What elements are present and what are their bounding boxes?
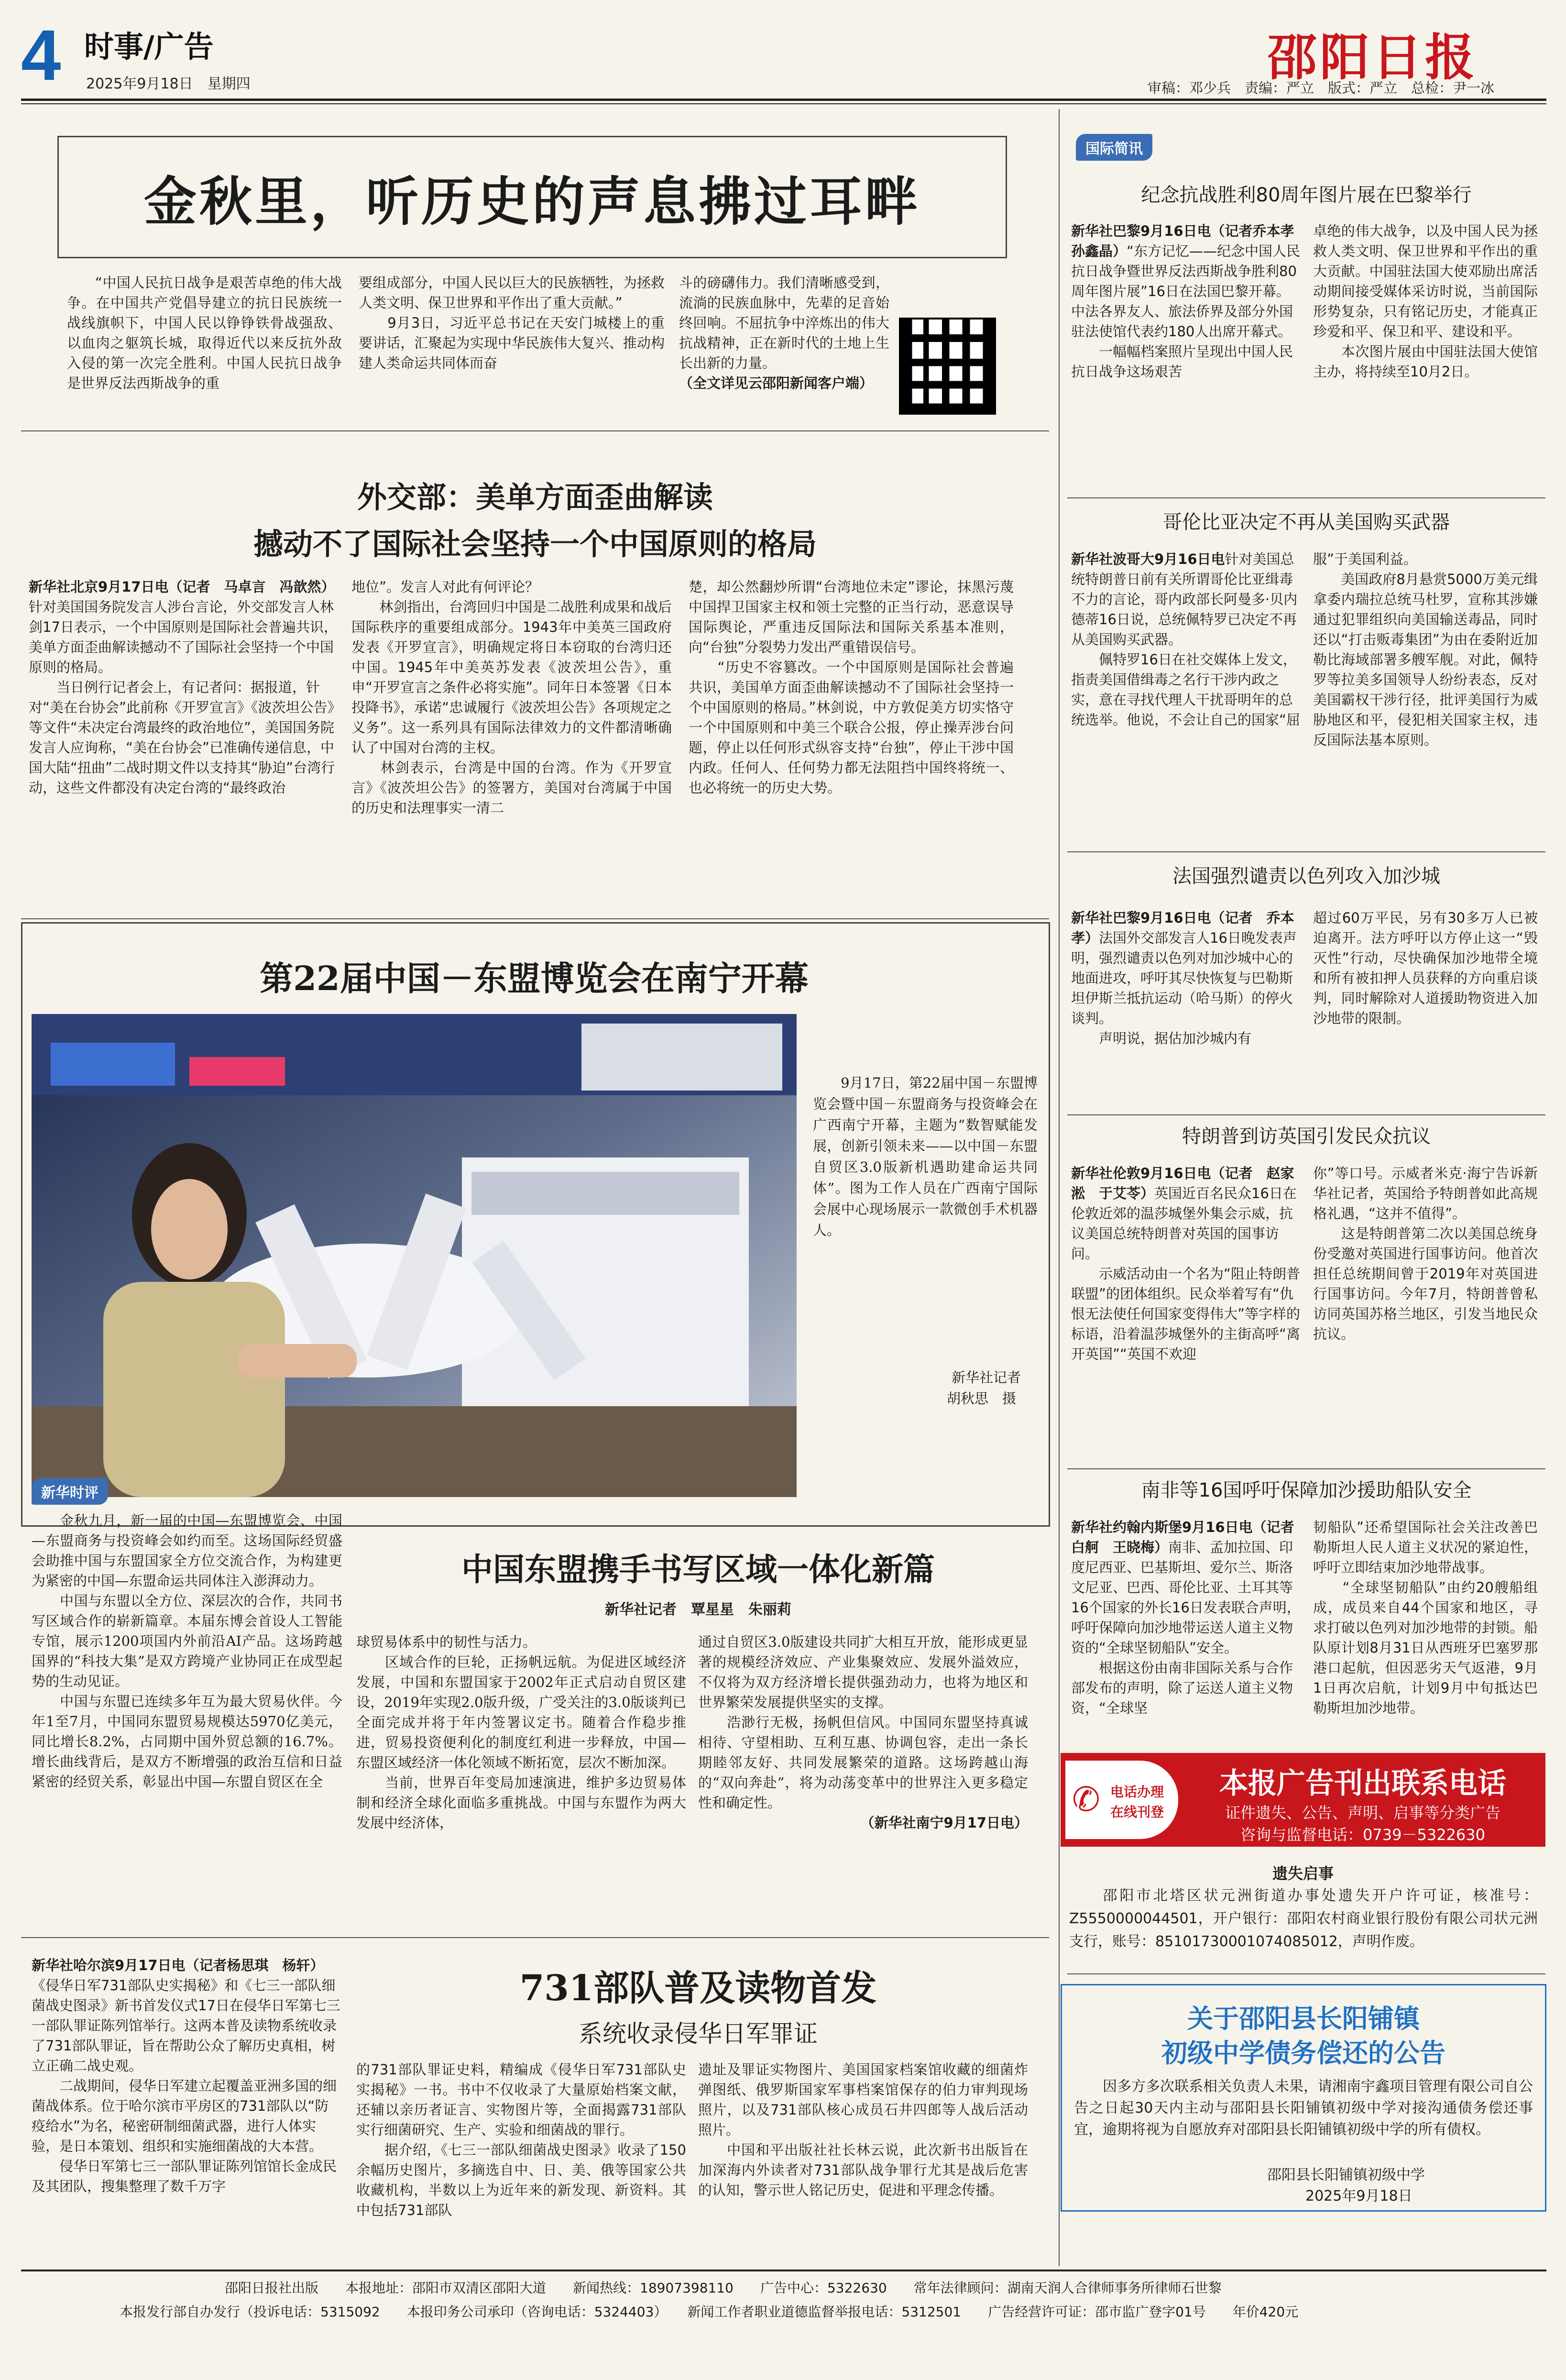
brief1-col1: “东方记忆——纪念中国人民抗日战争暨世界反法西斯战争胜利80周年图片展”16日在法国巴黎开幕。中法各界友人、旅法侨界及部分外国驻法使馆代表约180人出席开幕式。 一幅幅档案照片呈现出中国人民抗日战争这场艰苦: [1071, 243, 1301, 380]
article2-col3: 楚，却公然翻炒所谓“台湾地位未定”谬论，抹黑污蔑中国捍卫国家主权和领土完整的正当行动，恶意误导国际舆论，严重违反国际法和国际关系基本准则，向“台独”分裂势力发出严重错误信号。 “历史不容篡改。一个中国原则是国际社会普遍共识，美国单方面歪曲解读撼动不了国际社会坚持一个中国原则的格局。”林剑说，中方敦促美方切实恪守一个中国原则和中美三个联合公报，停止操弄涉台问题，停止以任何形式纵容支持“台独”，停止干涉中国内政。任何人、任何势力都无法阻挡中国终将统一、也必将统一的历史大势。: [689, 579, 1014, 796]
article4-col1: 金秋九月，新一届的中国—东盟博览会、中国—东盟商务与投资峰会如约而至。这场国际经贸盛会助推中国与东盟国家全方位交流合作，为构建更为紧密的中国—东盟命运共同体注入澎湃动力。 中国与东盟以全方位、深层次的合作，共同书写区域合作的崭新篇章。本届东博会首设人工智能专馆，展示1200项国内外前沿AI产品。这场跨越国界的“科技大集”是双方跨境产业协同正在成型起势的生动见证。 中国与东盟已连续多年互为最大贸易伙伴。今年1至7月，中国同东盟贸易规模达5970亿美元，同比增长8.2%，占同期中国外贸总额的16.7%。增长曲线背后，是双方不断增强的政治互信和日益紧密的经贸关系，彰显出中国—东盟自贸区在全: [32, 1512, 342, 1790]
sidebar-divider: [1059, 109, 1060, 2266]
editor-credits: 审稿：邓少兵 责编：严立 版式：严立 总检：尹一冰: [1148, 80, 1495, 96]
article1-source: （全文详见云邵阳新闻客户端）: [679, 375, 874, 391]
brief5-col1: 南非、孟加拉国、印度尼西亚、巴基斯坦、爱尔兰、斯洛文尼亚、巴西、哥伦比亚、土耳其等16个国家的外长16日发表联合声明，呼吁保障向加沙地带运送人道主义物资的“全球坚韧船队”安全。 根据这份由南非国际关系与合作部发布的声明，除了运送人道主义物资，“全球坚: [1071, 1539, 1301, 1716]
page-number: 4: [21, 15, 61, 95]
issue-date: 2025年9月18日 星期四: [86, 76, 251, 92]
article4-title: 中国东盟携手书写区域一体化新篇: [461, 1551, 935, 1588]
brief5-title: 南非等16国呼吁保障加沙援助船队安全: [1141, 1479, 1472, 1501]
article5-col2: 的731部队罪证史料，精编成《侵华日军731部队史实揭秘》一书。书中不仅收录了大量原始档案文献，还辅以亲历者证言、实物图片等，全面揭露731部队实行细菌研究、生产、实验和细菌战的罪行。 据介绍，《七三一部队细菌战史图录》收录了150余幅历史图片，多摘选自中、日、美、俄等国家公共收藏机构，半数以上为近年来的新发现、新资料。其中包括731部队: [356, 2061, 686, 2218]
masthead-rule-thin: [21, 103, 1546, 104]
divider: [1067, 1468, 1545, 1469]
article4-col3: 通过自贸区3.0版建设共同扩大相互开放，能形成更显著的规模经济效应、产业集聚效应、发展外溢效应，不仅将为双方经济增长提供强劲动力，也将为地区和世界繁荣发展提供坚实的支撑。 浩渺行无极，扬帆但信风。中国同东盟坚持真诚相待、守望相助、互利互惠、协调包容，走出一条长期睦邻友好、共同发展繁荣的道路。这场跨越山海的“双向奔赴”，将为动荡变革中的世界注入更多稳定性和确定性。: [698, 1634, 1028, 1811]
brief5-dateline: 新华社约翰内斯堡9月16日电（记者白舸 王晓梅）: [1071, 1519, 1294, 1555]
article3-title: 第22届中国－东盟博览会在南宁开幕: [260, 959, 809, 998]
brief4-title: 特朗普到访英国引发民众抗议: [1182, 1125, 1431, 1147]
article4-byline: 新华社记者 覃星星 朱丽莉: [605, 1601, 791, 1618]
brief2-title: 哥伦比亚决定不再从美国购买武器: [1163, 511, 1450, 533]
brief4-dateline: 新华社伦敦9月16日电（记者 赵家淞 于艾苓）: [1071, 1165, 1294, 1201]
divider: [21, 918, 1049, 919]
divider: [21, 1937, 1049, 1938]
article5-subtitle: 系统收录侵华日军罪证: [579, 2020, 818, 2048]
article5-title: 731部队普及读物首发: [519, 1968, 877, 2009]
brief5-col1-wrap: [1071, 1517, 1301, 1718]
divider: [1067, 851, 1545, 852]
ad-banner-left: [1065, 1761, 1178, 1839]
ad-line2: 咨询与监督电话：0739－5322630: [1240, 1826, 1485, 1844]
brief3-col2: 超过60万平民，另有30多万人已被迫离开。法方呼吁以方停止这一“毁灭性”行动，尽快确保加沙地带全境和所有被扣押人员获释的方向重启谈判，同时解除对人道援助物资进入加沙地带的限制。: [1313, 910, 1538, 1026]
article1-title: 金秋里，听历史的声息拂过耳畔: [144, 171, 920, 232]
brief2-col1: 针对美国总统特朗普日前有关所谓哥伦比亚缉毒不力的言论，哥内政部长阿曼多·贝内德蒂16日说，总统佩特罗已决定不再从美国购买武器。 佩特罗16日在社交媒体上发文，指责美国借缉毒之名行干涉内政之实，意在寻找代理人干扰哥明年的总统选举。他说，不会让自己的国家“屈: [1071, 551, 1301, 728]
article5-col1: 《侵华日军731部队史实揭秘》和《七三一部队细菌战史图录》新书首发仪式17日在侵华日军第七三一部队罪证陈列馆举行。这两本普及读物系统收录了731部队罪证，旨在帮助公众了解历史真相，树立正确二战史观。 二战期间，侵华日军建立起覆盖亚洲多国的细菌战体系。位于哈尔滨市平房区的731部队以“防疫给水”为名，秘密研制细菌武器，进行人体实验，是日本策划、组织和实施细菌战的大本营。 侵华日军第七三一部队罪证陈列馆馆长金成民及其团队，搜集整理了数千万字: [32, 1977, 340, 2194]
article1-col1: “中国人民抗日战争是艰苦卓绝的伟大战争。在中国共产党倡导建立的抗日民族统一战线旗帜下，中国人民以铮铮铁骨战强敌、以血肉之躯筑长城，取得近代以来反抗外敌入侵的第一次完全胜利。中国人民抗日战争是世界反法西斯战争的重: [67, 275, 342, 391]
divider: [1067, 1973, 1545, 1974]
ad-line1: 证件遗失、公告、声明、启事等分类广告: [1225, 1804, 1500, 1822]
article4-col2: 球贸易体系中的韧性与活力。 区域合作的巨轮，正扬帆远航。为促进区域经济发展，中国和东盟国家于2002年正式启动自贸区建设，2019年实现2.0版升级，广受关注的3.0版谈判已全面完成并将于年内签署议定书。随着合作稳步推进，贸易投资便利化的制度红利进一步释放，中国—东盟区域经济一体化领域不断拓宽，层次不断加深。 当前，世界百年变局加速演进，维护多边贸易体制和经济全球化面临多重挑战。中国与东盟作为两大发展中经济体，: [356, 1634, 686, 1831]
article1-col3-wrap: [679, 273, 889, 393]
article1-col2: 要组成部分，中国人民以巨大的民族牺牲，为拯救人类文明、保卫世界和平作出了重大贡献。” 9月3日，习近平总书记在天安门城楼上的重要讲话，汇聚起为实现中华民族伟大复兴、推动构建人类命运共同体而奋: [359, 275, 665, 371]
brief4-col1: 英国近百名民众16日在伦敦近郊的温莎城堡外集会示威，抗议美国总统特朗普对英国的国事访问。 示威活动由一个名为“阻止特朗普联盟”的团体组织。民众举着写有“仇恨无法使任何国家变得伟大”等字样的标语，沿着温莎城堡外的主街高呼“离开英国”“英国不欢迎: [1071, 1185, 1301, 1362]
brief1-dateline: 新华社巴黎9月16日电（记者乔本孝 孙鑫晶）: [1071, 223, 1308, 259]
article3-caption: 9月17日，第22届中国－东盟博览会暨中国－东盟商务与投资峰会在广西南宁开幕，主题为“数智赋能发展，创新引领未来——以中国－东盟自贸区3.0版新机遇助建命运共同体”。图为工作人员在广西南宁国际会展中心现场展示一款微创手术机器人。: [813, 1075, 1038, 1238]
article3-credit2: 胡秋思 摄: [947, 1390, 1017, 1407]
article3-credit1: 新华社记者: [952, 1369, 1021, 1386]
robot-photo: [32, 1014, 797, 1497]
article4-col3-wrap: [698, 1632, 1028, 1833]
brief1-title: 纪念抗战胜利80周年图片展在巴黎举行: [1141, 184, 1472, 206]
brief3-title: 法国强烈谴责以色列攻入加沙城: [1172, 865, 1440, 887]
qr-code-icon: [899, 318, 996, 415]
sidebar-tag: 国际简讯: [1076, 134, 1152, 161]
brief4-col2: 你”等口号。示威者米克·海宁告诉新华社记者，英国给予特朗普如此高规格礼遇，“这并不值得”。 这是特朗普第二次以美国总统身份受邀对英国进行国事访问。他首次担任总统期间曾于2019年对英国进行国事访问。今年7月，特朗普曾私访同英国苏格兰地区，引发当地民众抗议。: [1313, 1165, 1538, 1342]
debt-notice-signer: 邵阳县长阳铺镇初级中学: [1267, 2167, 1425, 2183]
brief3-col1: 法国外交部发言人16日晚发表声明，强烈谴责以色列对加沙城中心的地面进攻，呼吁其尽快恢复与巴勒斯坦伊斯兰抵抗运动（哈马斯）的停火谈判。 声明说，据估加沙城内有: [1071, 930, 1297, 1047]
brief2-col1-wrap: [1071, 549, 1301, 730]
debt-notice-title2: 初级中学债务偿还的公告: [1161, 2038, 1446, 2068]
footer-line1: 邵阳日报社出版 本报地址：邵阳市双清区邵阳大道 新闻热线：18907398110 广告中心：5322630 常年法律顾问：湖南天润人合律师事务所律师石世黎: [225, 2280, 1222, 2296]
article2-col1: 针对美国国务院发言人涉台言论，外交部发言人林剑17日表示，一个中国原则是国际社会普遍共识，美单方面歪曲解读撼动不了国际社会坚持一个中国原则的格局。 当日例行记者会上，有记者问：据报道，针对“美在台协会”此前称《开罗宣言》《波茨坦公告》等文件“未决定台湾最终的政治地位”，美国国务院发言人应询称，“美在台协会”已准确传递信息，中国大陆“扭曲”二战时期文件以支持其“胁迫”台湾行动，这些文件都没有决定台湾的“最终政治: [29, 599, 338, 796]
brief4-col1-wrap: [1071, 1163, 1301, 1364]
brief2-col2: 服”于美国利益。 美国政府8月悬赏5000万美元缉拿委内瑞拉总统马杜罗，宣称其涉嫌通过犯罪组织向美国输送毒品，同时还以“打击贩毒集团”为由在委附近加勒比海域部署多艘军舰。对此，佩特罗等拉美多国领导人纷纷表态，反对美国霸权干涉行径，批评美国行为威胁地区和平，侵犯相关国家主权，违反国际法基本原则。: [1313, 551, 1538, 748]
brief3-dateline: 新华社巴黎9月16日电（记者 乔本孝）: [1071, 910, 1294, 946]
ad-banner: [1061, 1753, 1545, 1847]
article2-col2: 地位”。发言人对此有何评论？ 林剑指出，台湾回归中国是二战胜利成果和战后国际秩序的重要组成部分。1943年中美英三国政府发表《开罗宣言》，明确规定将日本窃取的台湾归还中国。1945年中美英苏发表《波茨坦公告》，重申“开罗宣言之条件必将实施”。同年日本签署《日本投降书》，承诺“忠诚履行《波茨坦公告》各项规定之义务”。这一系列具有国际法律效力的文件都清晰确认了中国对台湾的主权。 林剑表示，台湾是中国的台湾。作为《开罗宣言》《波茨坦公告》的签署方，美国对台湾属于中国的历史和法理事实一清二: [351, 579, 672, 816]
article2-subtitle: 撼动不了国际社会坚持一个中国原则的格局: [253, 527, 817, 562]
article5-col3: 遗址及罪证实物图片、美国国家档案馆收藏的细菌炸弹图纸、俄罗斯国家军事档案馆保存的伯力审判现场照片，以及731部队核心成员石井四郎等人战后活动照片。 中国和平出版社社长林云说，此次新书出版旨在加深海内外读者对731部队战争罪行尤其是战后危害的认知，警示世人铭记历史，促进和平理念传播。: [698, 2061, 1028, 2198]
debt-notice-date: 2025年9月18日: [1305, 2188, 1413, 2204]
ad-title: 本报广告刊出联系电话: [1219, 1767, 1506, 1800]
lost-notice-title: 遗失启事: [1272, 1864, 1334, 1883]
brief1-col1-wrap: [1071, 221, 1308, 382]
divider: [1067, 1114, 1545, 1115]
debt-notice-title1: 关于邵阳县长阳铺镇: [1187, 2004, 1420, 2034]
article1-col3: 斗的磅礴伟力。我们清晰感受到，流淌的民族血脉中，先辈的足音始终回响。不屈抗争中淬炼出的伟大抗战精神，正在新时代的土地上生长出新的力量。: [679, 275, 889, 371]
brief2-dateline: 新华社波哥大9月16日电: [1071, 551, 1225, 567]
phone-icon: ✆: [1072, 1780, 1100, 1819]
ad-left2: 在线刊登: [1110, 1804, 1164, 1820]
article5-dateline: 新华社哈尔滨9月17日电（记者杨思琪 杨轩）: [32, 1957, 324, 1973]
brief1-col2: 卓绝的伟大战争，以及中国人民为拯救人类文明、保卫世界和平作出的重大贡献。中国驻法国大使邓励出席活动期间接受媒体采访时说，当前国际形势复杂，只有铭记历史，才能真正珍爱和平、保卫和平、建设和平。 本次图片展由中国驻法国大使馆主办，将持续至10月2日。: [1313, 223, 1538, 380]
divider: [1067, 497, 1545, 498]
expo-photo: [32, 1014, 797, 1497]
ad-left1: 电话办理: [1110, 1784, 1164, 1800]
article4-source: （新华社南宁9月17日电）: [860, 1815, 1028, 1831]
paper-name: 邵阳日报: [1267, 28, 1478, 87]
brief5-col2: 韧船队”还希望国际社会关注改善巴勒斯坦人民人道主义状况的紧迫性，呼吁立即结束加沙地带战事。 “全球坚韧船队”由约20艘船组成，成员来自44个国家和地区，寻求打破以色列对加沙地带的封锁。船队原计划8月31日从西班牙巴塞罗那港口起航，但因恶劣天气返港，9月1日再次启航，计划9月中旬抵达巴勒斯坦加沙地带。: [1313, 1519, 1538, 1716]
article2-col1-wrap: [29, 577, 339, 798]
section-name: 时事/广告: [84, 29, 214, 64]
footer-line2: 本报发行部自办发行（投诉电话：5315092 本报印务公司承印（咨询电话：5324403） 新闻工作者职业道德监督举报电话：5312501 广告经营许可证：邵市监广登字01号 年价420元: [120, 2304, 1299, 2320]
brief3-col1-wrap: [1071, 908, 1301, 1048]
article5-col1-wrap: [32, 1955, 342, 2196]
footer-rule: [21, 2270, 1546, 2271]
lost-notice-body: 邵阳市北塔区状元洲街道办事处遗失开户许可证，核准号：Z5550000044501，开户银行：邵阳农村商业银行股份有限公司状元洲支行，账号：85101730001074085012，声明作废。: [1069, 1887, 1538, 1950]
article2-title: 外交部：美单方面歪曲解读: [357, 480, 713, 515]
masthead-rule: [21, 99, 1546, 101]
debt-notice-body: 因多方多次联系相关负责人未果，请湘南宇鑫项目管理有限公司自公告之日起30天内主动与邵阳县长阳铺镇初级中学对接沟通债务偿还事宜，逾期将视为自愿放弃对邵阳县长阳铺镇初级中学的所有债权。: [1074, 2078, 1533, 2138]
divider: [21, 430, 1049, 431]
article2-dateline: 新华社北京9月17日电（记者 马卓言 冯歆然）: [29, 579, 335, 595]
commentary-tag: 新华时评: [32, 1478, 108, 1505]
